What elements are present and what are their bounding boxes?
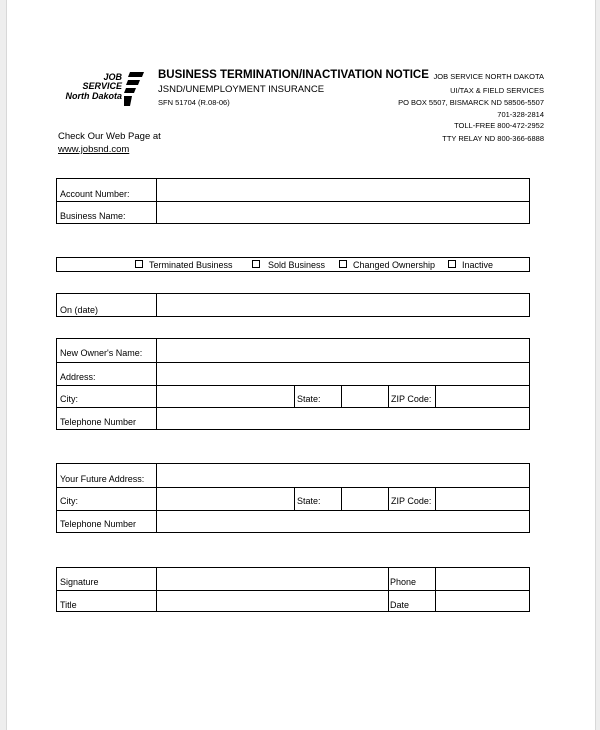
new-owner-address-field[interactable] — [157, 363, 529, 385]
new-owner-zip-field[interactable] — [436, 386, 529, 407]
inactive-label: Inactive — [462, 260, 494, 270]
new-owner-city-label: City: — [60, 394, 78, 404]
date-field[interactable] — [436, 591, 529, 611]
inactive-checkbox[interactable] — [448, 260, 456, 268]
on-date-label: On (date) — [60, 305, 99, 315]
future-state-field[interactable] — [342, 488, 388, 510]
job-service-logo — [60, 70, 150, 108]
web-page-link[interactable]: www.jobsnd.com — [58, 144, 130, 155]
agency-tty: TTY RELAY ND 800-366-6888 — [442, 134, 544, 143]
sold-business-label: Sold Business — [268, 260, 326, 270]
agency-toll-free: TOLL-FREE 800-472-2952 — [454, 121, 544, 130]
date-label: Date — [390, 600, 410, 610]
account-number-label: Account Number: — [60, 189, 130, 199]
changed-ownership-label: Changed Ownership — [353, 260, 436, 270]
title-field[interactable] — [157, 591, 388, 611]
new-owner-state-field[interactable] — [342, 386, 388, 407]
agency-division: UI/TAX & FIELD SERVICES — [450, 86, 544, 95]
divider — [388, 567, 389, 612]
divider — [294, 487, 295, 510]
logo-text-line1: JOB — [103, 72, 122, 82]
future-city-field[interactable] — [157, 488, 294, 510]
future-address-field[interactable] — [157, 464, 529, 487]
terminated-business-checkbox[interactable] — [135, 260, 143, 268]
divider — [294, 385, 295, 407]
logo-text-line2: SERVICE — [82, 81, 122, 91]
divider — [388, 487, 389, 510]
logo-text-line3: North Dakota — [65, 91, 122, 101]
new-owner-state-label: State: — [297, 394, 321, 404]
signature-label: Signature — [60, 577, 99, 587]
on-date-field[interactable] — [157, 294, 529, 316]
future-state-label: State: — [297, 496, 321, 506]
new-owner-city-field[interactable] — [157, 386, 294, 407]
new-owner-name-field[interactable] — [157, 339, 529, 362]
future-city-label: City: — [60, 496, 78, 506]
business-name-field[interactable] — [157, 202, 529, 223]
divider — [388, 385, 389, 407]
agency-phone: 701-328-2814 — [497, 110, 544, 119]
agency-address: PO BOX 5507, BISMARCK ND 58506-5507 — [398, 98, 544, 107]
phone-label: Phone — [390, 577, 417, 587]
sold-business-checkbox[interactable] — [252, 260, 260, 268]
changed-ownership-checkbox[interactable] — [339, 260, 347, 268]
new-owner-telephone-field[interactable] — [157, 408, 529, 429]
form-number: SFN 51704 (R.08-06) — [158, 98, 230, 107]
future-zip-field[interactable] — [436, 488, 529, 510]
new-owner-telephone-label: Telephone Number — [60, 417, 137, 427]
web-page-text: Check Our Web Page at — [58, 131, 161, 142]
form-subtitle: JSND/UNEMPLOYMENT INSURANCE — [158, 84, 325, 95]
business-name-label: Business Name: — [60, 211, 126, 221]
phone-field[interactable] — [436, 568, 529, 590]
future-telephone-label: Telephone Number — [60, 519, 137, 529]
new-owner-zip-label: ZIP Code: — [391, 394, 432, 404]
future-telephone-field[interactable] — [157, 511, 529, 532]
terminated-business-label: Terminated Business — [149, 260, 233, 270]
agency-name: JOB SERVICE NORTH DAKOTA — [433, 72, 544, 81]
form-title: BUSINESS TERMINATION/INACTIVATION NOTICE — [158, 69, 429, 81]
new-owner-name-label: New Owner's Name: — [60, 348, 143, 358]
future-address-label: Your Future Address: — [60, 474, 145, 484]
future-zip-label: ZIP Code: — [391, 496, 432, 506]
account-number-field[interactable] — [157, 179, 529, 201]
signature-field[interactable] — [157, 568, 388, 590]
logo-stripes-icon — [124, 72, 144, 106]
new-owner-address-label: Address: — [60, 372, 96, 382]
title-label: Title — [60, 600, 77, 610]
